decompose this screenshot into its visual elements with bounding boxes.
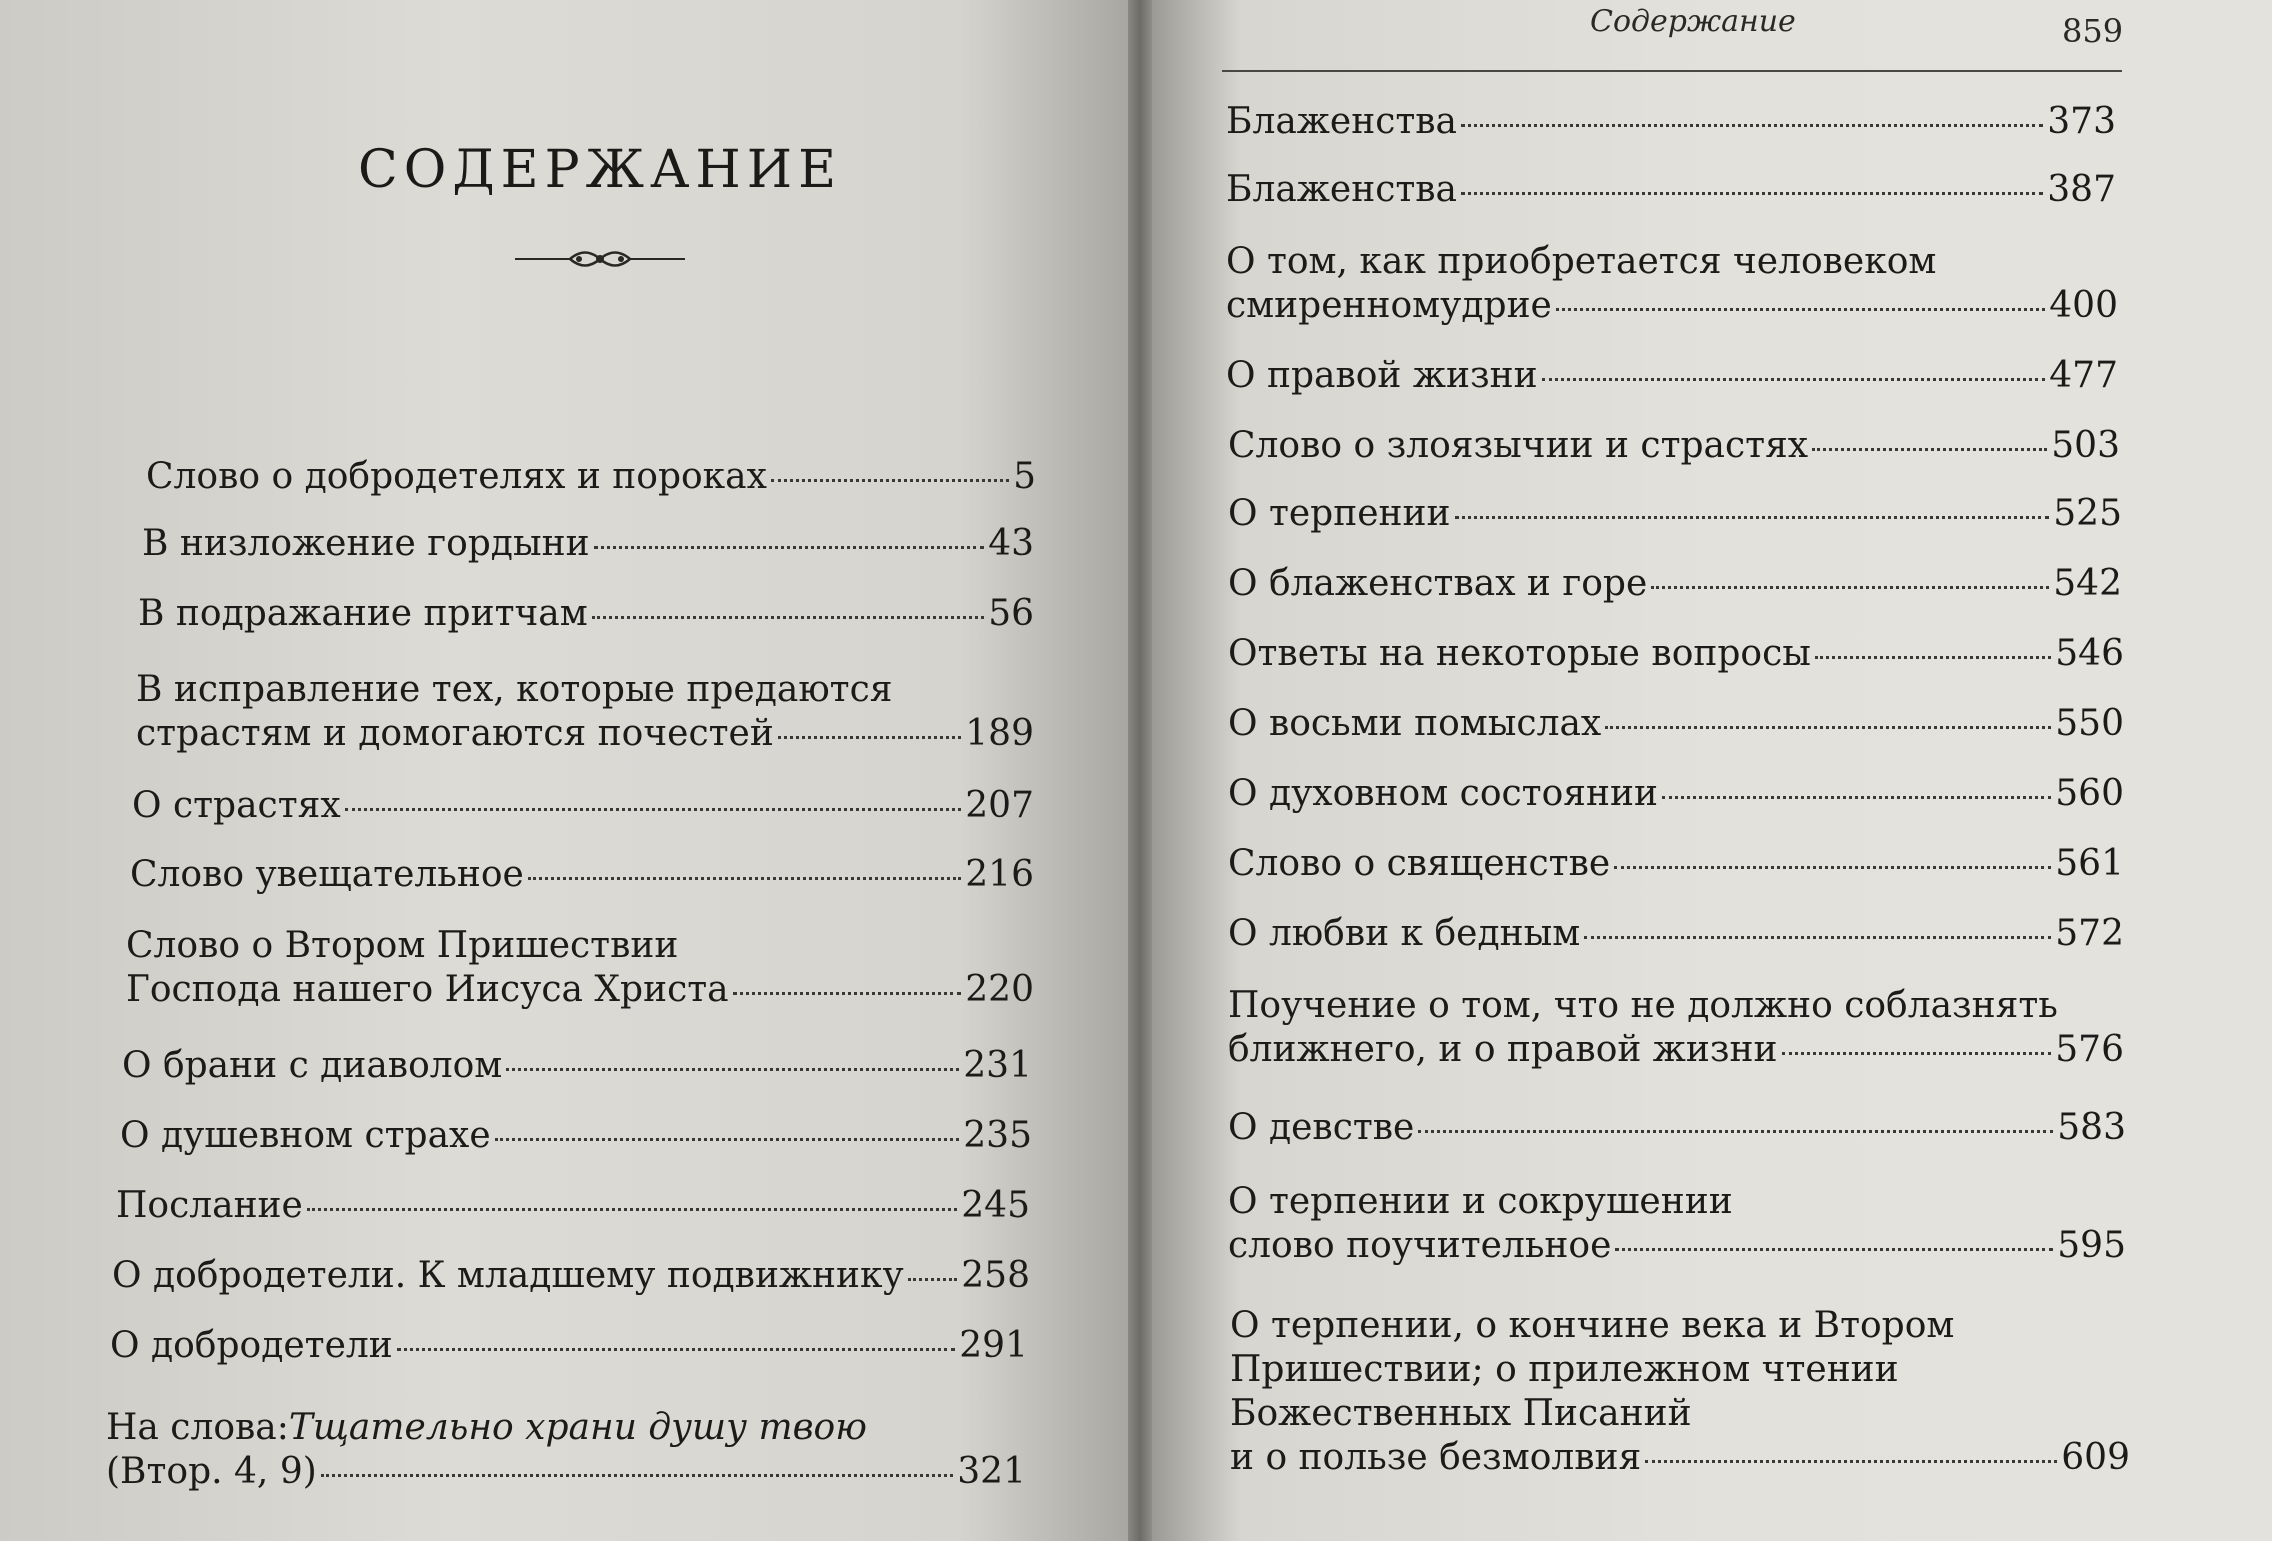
leader-dots: [771, 479, 1009, 482]
leader-dots: [321, 1474, 954, 1477]
leader-dots: [1418, 1130, 2053, 1133]
toc-entry[interactable]: О том, как приобретается человеком смиренномудрие 400: [1226, 241, 2118, 326]
toc-entry[interactable]: О терпении 525: [1228, 493, 2122, 534]
page-number: 245: [961, 1185, 1030, 1226]
toc-entry[interactable]: Ответы на некоторые вопросы 546: [1228, 633, 2124, 674]
leader-dots: [1645, 1460, 2057, 1463]
toc-entry[interactable]: О терпении и сокрушении слово поучительное 595: [1228, 1181, 2126, 1266]
toc-entry[interactable]: Слово о злоязычии и страстях 503: [1228, 425, 2120, 466]
leader-dots: [397, 1348, 956, 1351]
page-number: 216: [965, 854, 1034, 895]
toc-entry[interactable]: О душевном страхе 235: [120, 1115, 1032, 1156]
leader-dots: [1615, 1248, 2053, 1251]
page-number: 550: [2055, 703, 2124, 744]
leader-dots: [1614, 866, 2051, 869]
leader-dots: [778, 736, 961, 739]
page-number: 609: [2061, 1437, 2130, 1478]
page-number: 321: [957, 1451, 1026, 1492]
page-number: 525: [2053, 493, 2122, 534]
leader-dots: [592, 616, 984, 619]
leader-dots: [1815, 656, 2051, 659]
toc-entry[interactable]: О любви к бедным 572: [1228, 913, 2124, 954]
page-number: 258: [961, 1255, 1030, 1296]
page-number: 189: [965, 713, 1034, 754]
page-number: 546: [2055, 633, 2124, 674]
toc-entry[interactable]: О блаженствах и горе 542: [1228, 563, 2122, 604]
left-page: [0, 0, 1128, 1541]
leader-dots: [506, 1068, 959, 1071]
leader-dots: [1455, 516, 2050, 519]
leader-dots: [1461, 124, 2043, 127]
header-rule: [1222, 70, 2122, 72]
page-number: 561: [2055, 843, 2124, 884]
page-number: 231: [963, 1045, 1032, 1086]
leader-dots: [733, 992, 962, 995]
leader-dots: [1584, 936, 2051, 939]
leader-dots: [1662, 796, 2051, 799]
running-head: Содержание: [1590, 4, 1796, 39]
toc-entry[interactable]: О терпении, о кончине века и Втором Пришествии; о прилежном чтении Божественных Писаний и о пользе безмолвия 609: [1230, 1305, 2130, 1478]
page-number: 542: [2053, 563, 2122, 604]
leader-dots: [307, 1208, 957, 1211]
page-number: 43: [988, 523, 1034, 564]
leader-dots: [1556, 308, 2045, 311]
toc-entry[interactable]: Послание 245: [116, 1185, 1030, 1226]
page-number: 560: [2055, 773, 2124, 814]
page-number: 583: [2057, 1107, 2126, 1148]
toc-heading: СОДЕРЖАНИЕ: [357, 140, 843, 200]
toc-entry[interactable]: Блаженства 373: [1226, 101, 2116, 142]
page-number: 5: [1013, 456, 1036, 497]
leader-dots: [1605, 726, 2051, 729]
leader-dots: [528, 877, 961, 880]
toc-entry[interactable]: В исправление тех, которые предаются страстям и домогаются почестей 189: [136, 669, 1034, 754]
page-number: 207: [965, 785, 1034, 826]
toc-entry[interactable]: О восьми помыслах 550: [1228, 703, 2124, 744]
page-number: 572: [2055, 913, 2124, 954]
leader-dots: [1542, 378, 2046, 381]
toc-entry[interactable]: Слово о священстве 561: [1228, 843, 2124, 884]
page-number: 56: [988, 593, 1034, 634]
book-gutter: [1128, 0, 1152, 1541]
page-number: 576: [2055, 1029, 2124, 1070]
toc-entry[interactable]: О духовном состоянии 560: [1228, 773, 2124, 814]
leader-dots: [495, 1138, 960, 1141]
page-number: 235: [963, 1115, 1032, 1156]
leader-dots: [345, 808, 962, 811]
page-number: 400: [2049, 285, 2118, 326]
leader-dots: [908, 1278, 958, 1281]
leader-dots: [1651, 586, 2049, 589]
leader-dots: [1461, 192, 2043, 195]
toc-entry[interactable]: Поучение о том, что не должно соблазнять ближнего, и о правой жизни 576: [1228, 985, 2124, 1070]
toc-entry[interactable]: О девстве 583: [1228, 1107, 2126, 1148]
toc-entry[interactable]: О добродетели 291: [110, 1325, 1028, 1366]
toc-entry[interactable]: На слова: Тщательно храни душу твою (Втор. 4, 9) 321: [106, 1407, 1026, 1492]
toc-entry[interactable]: В подражание притчам 56: [138, 593, 1034, 634]
leader-dots: [1782, 1052, 2052, 1055]
toc-entry[interactable]: О добродетели. К младшему подвижнику 258: [112, 1255, 1030, 1296]
folio-number: 859: [2062, 12, 2124, 50]
toc-entry[interactable]: О правой жизни 477: [1226, 355, 2118, 396]
page-number: 387: [2047, 169, 2116, 210]
leader-dots: [594, 546, 985, 549]
toc-entry[interactable]: О страстях 207: [132, 785, 1034, 826]
toc-entry[interactable]: Слово увещательное 216: [130, 854, 1034, 895]
page-number: 595: [2057, 1225, 2126, 1266]
ornament-icon: [515, 246, 685, 272]
page-number: 477: [2049, 355, 2118, 396]
leader-dots: [1812, 448, 2047, 451]
page-number: 373: [2047, 101, 2116, 142]
page-number: 291: [959, 1325, 1028, 1366]
toc-entry[interactable]: Блаженства 387: [1226, 169, 2116, 210]
toc-entry[interactable]: В низложение гордыни 43: [142, 523, 1034, 564]
toc-entry[interactable]: Слово о добродетелях и пороках 5: [146, 456, 1036, 497]
page-number: 220: [965, 969, 1034, 1010]
toc-entry[interactable]: О брани с диаволом 231: [122, 1045, 1032, 1086]
toc-entry[interactable]: Слово о Втором Пришествии Господа нашего Иисуса Христа 220: [126, 925, 1034, 1010]
page-number: 503: [2051, 425, 2120, 466]
